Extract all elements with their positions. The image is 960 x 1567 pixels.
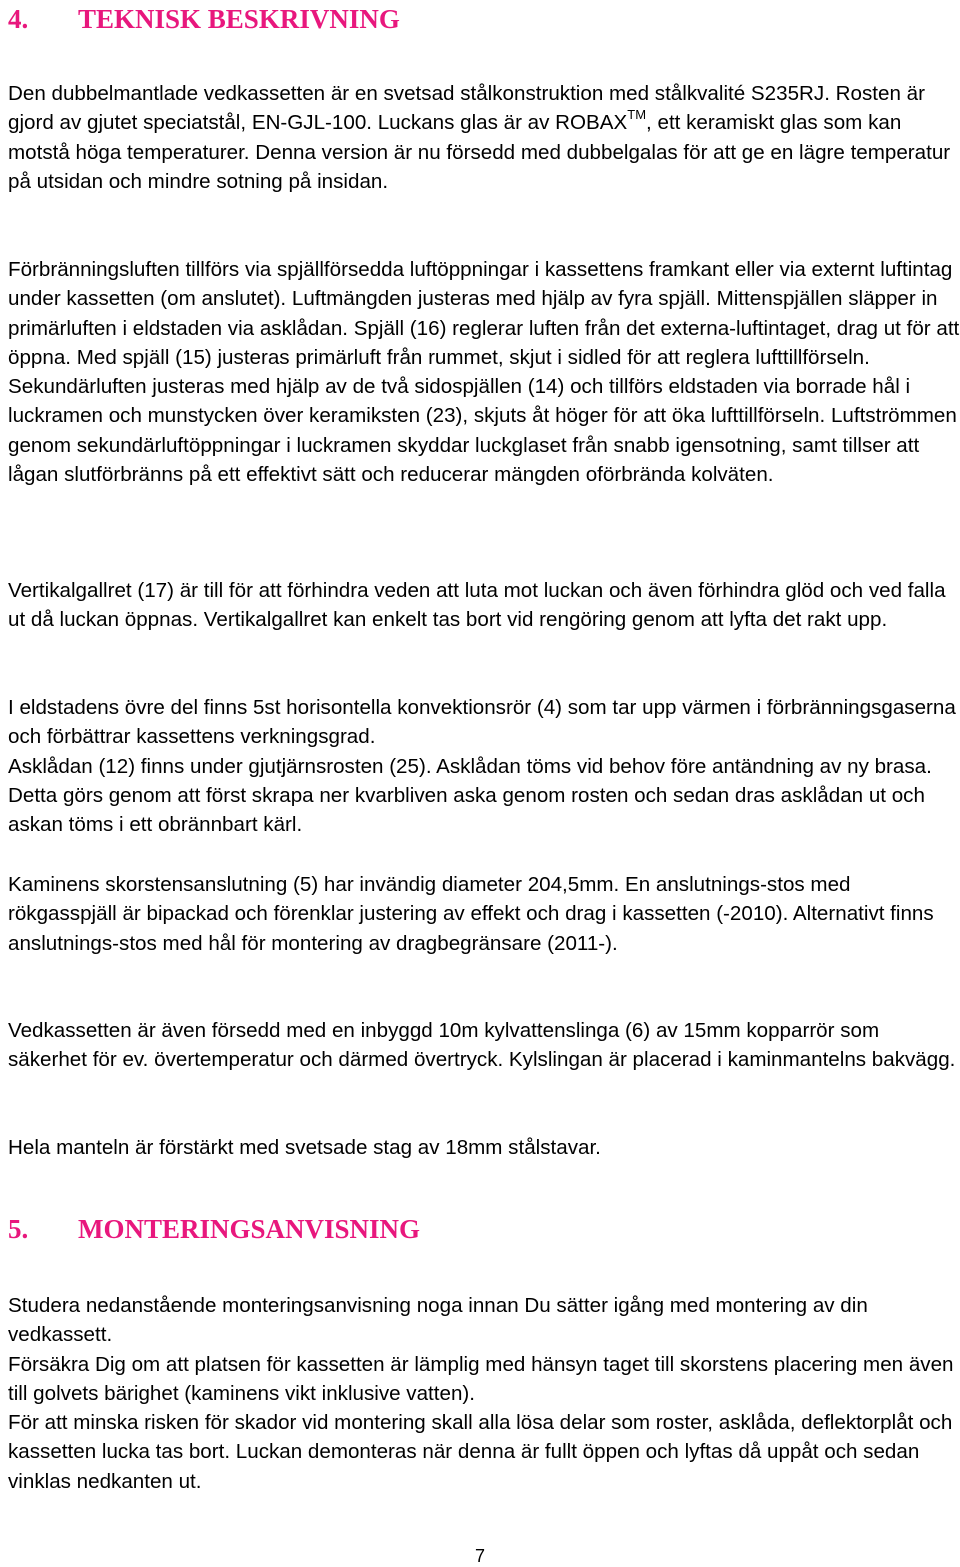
section-5-title: MONTERINGSANVISNING	[78, 1214, 421, 1244]
paragraph-construction: Den dubbelmantlade vedkassetten är en svetsad stålkonstruktion med stålkvalité S235RJ. Rosten är gjord av gjutet speciatstål, EN-GJL-100. Luckans glas är av ROBAX™, ett keramiskt glas som kan motstå höga temperaturer. Denna version är nu försedd med dubbelgalas för att ge en lägre temperatur på utsidan och mindre sotning på insidan.	[8, 82, 951, 193]
primary-air-text: Förbränningsluften tillförs via spjällförsedda luftöppningar i kassettens framkant eller via externt luftintag under kassetten (om anslutet). Luftmängden justeras med hjälp av fyra spjäll. Mittenspjällen släpper in primärluften i eldstaden via asklådan. Spjäll (16) reglerar luften från det externa-luftintaget, drag ut för att öppna. Med spjäll (15) justeras primärluft från rummet, skjut i sidled för att reglera lufttillförseln.	[8, 258, 960, 369]
convection-text: I eldstadens övre del finns 5st horisontella konvektionsrör (4) som tar upp värmen i förbränningsgaserna och förbättrar kassettens verkningsgrad.	[8, 696, 956, 749]
paragraph-cooling-coil: Vedkassetten är även försedd med en inbyggd 10m kylvattenslinga (6) av 15mm kopparrör som säkerhet för ev. övertemperatur och därmed övertryck. Kylslingan är placerad i kaminmantelns bakvägg.	[8, 1019, 956, 1072]
section-5-heading	[8, 1214, 420, 1245]
paragraph-air-supply	[8, 255, 960, 489]
installation-intro-text: Studera nedanstående monteringsanvisning noga innan Du sätter igång med montering av din vedkassett.	[8, 1294, 868, 1347]
paragraph-chimney: Kaminens skorstensanslutning (5) har invändig diameter 204,5mm. En anslutnings-stos med rökgasspjäll är bipackad och förenklar justering av effekt och drag i kassetten (-2010). Alternativt finns anslutnings-stos med hål för montering av dragbegränsare (2011-).	[8, 873, 934, 955]
section-4-title: TEKNISK BESKRIVNING	[78, 4, 400, 34]
trademark-sup: TM	[627, 107, 647, 123]
secondary-air-text: Sekundärluften justeras med hjälp av de två sidospjällen (14) och tillförs eldstaden via borrade hål i luckramen och munstycken över keramiksten (23), skjuts åt höger för att öka lufttillförseln. Luftströmmen genom sekundärluftöppningar i luckramen skyddar luckglaset från snabb igensotning, samt tillser att lågan slutförbränns på ett effektivt sätt och reducerar mängden oförbrända kolväten.	[8, 375, 957, 487]
paragraph-convection-ashpan	[8, 693, 960, 839]
page-number: 7	[474, 1546, 485, 1566]
paragraph-vertical-grate: Vertikalgallret (17) är till för att förhindra veden att luta mot luckan och även förhindra glöd och ved falla ut då luckan öppnas. Vertikalgallret kan enkelt tas bort vid rengöring genom att lyfta det rakt upp.	[8, 579, 946, 632]
paragraph-reinforcement: Hela manteln är förstärkt med svetsade stag av 18mm stålstavar.	[8, 1136, 601, 1159]
installation-placement-text: Försäkra Dig om att platsen för kassetten är lämplig med hänsyn taget till skorstens placering men även till golvets bärighet (kaminens vikt inklusive vatten).	[8, 1352, 954, 1405]
ashpan-text: Asklådan (12) finns under gjutjärnsrosten (25). Asklådan töms vid behov före antändning av ny brasa. Detta görs genom att först skrapa ner kvarbliven aska genom rosten och sedan dras asklådan ut och askan töms i ett obrännbart kärl.	[8, 754, 932, 837]
paragraph-installation	[8, 1291, 960, 1496]
section-4-heading	[8, 4, 400, 35]
section-4-number: 4.	[8, 4, 29, 34]
installation-parts-text: För att minska risken för skador vid montering skall alla lösa delar som roster, asklåda, deflektorplåt och kassetten lucka tas bort. Luckan demonteras när denna är fullt öppen och lyftas då uppåt och sedan vinklas nedkanten ut.	[8, 1411, 953, 1493]
section-5-number: 5.	[8, 1214, 29, 1244]
